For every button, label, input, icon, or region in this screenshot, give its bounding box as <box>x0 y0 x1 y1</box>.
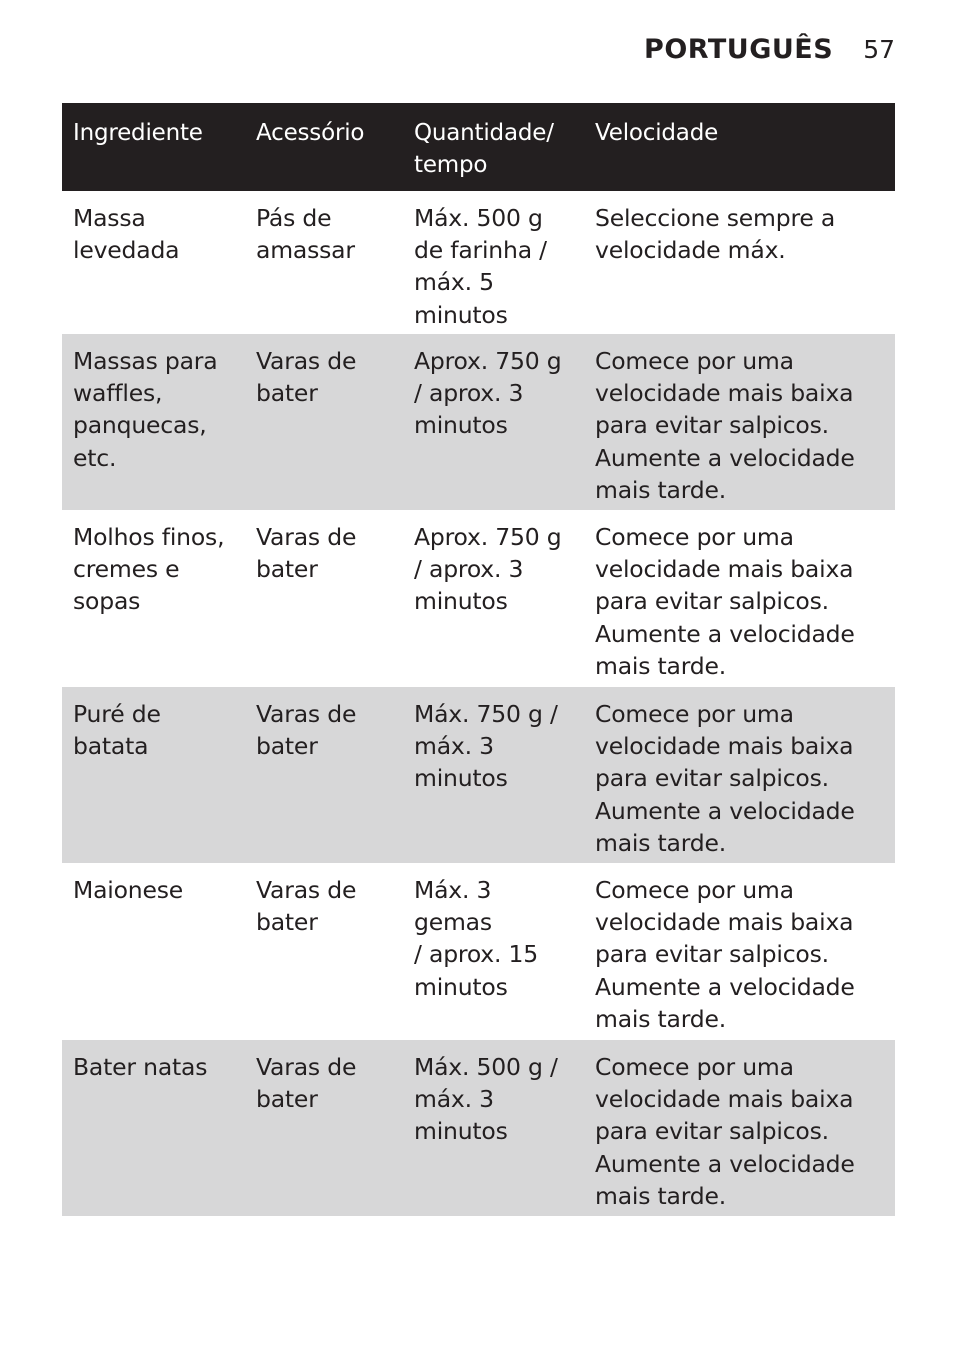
table-row <box>62 334 895 510</box>
ingredient-cell: Massa levedada <box>73 204 180 265</box>
page-header <box>644 34 895 65</box>
ingredient-cell: Bater natas <box>73 1053 208 1081</box>
speed-cell: Comece por uma velocidade mais baixa para evitar salpicos. Aumente a velocidade mais tarde. <box>595 876 855 1033</box>
table-row <box>62 510 895 687</box>
speed-cell: Seleccione sempre a velocidade máx. <box>595 204 836 265</box>
quantity-cell: Aprox. 750 g / aprox. 3 minutos <box>414 347 562 440</box>
ingredient-cell: Maionese <box>73 876 184 904</box>
ingredient-cell: Molhos finos, cremes e sopas <box>73 523 225 616</box>
quantity-cell: Máx. 750 g / máx. 3 minutos <box>414 700 558 793</box>
page-number: 57 <box>863 35 895 64</box>
table-row <box>62 191 895 334</box>
accessory-cell: Pás de amassar <box>256 204 355 265</box>
section-language-title: PORTUGUÊS <box>644 34 834 65</box>
quantity-cell: Máx. 500 g de farinha / máx. 5 minutos <box>414 204 547 329</box>
column-header-quantity: Quantidade/ tempo <box>414 120 554 179</box>
column-header-ingredient: Ingrediente <box>73 120 203 146</box>
speed-cell: Comece por uma velocidade mais baixa para evitar salpicos. Aumente a velocidade mais tarde. <box>595 700 855 857</box>
column-header-accessory: Acessório <box>256 120 365 146</box>
speed-cell: Comece por uma velocidade mais baixa para evitar salpicos. Aumente a velocidade mais tarde. <box>595 523 855 680</box>
quantity-cell: Máx. 500 g / máx. 3 minutos <box>414 1053 558 1146</box>
accessory-cell: Varas de bater <box>256 876 357 937</box>
ingredient-cell: Puré de batata <box>73 700 161 761</box>
ingredient-cell: Massas para waffles, panquecas, etc. <box>73 347 218 472</box>
speed-cell: Comece por uma velocidade mais baixa para evitar salpicos. Aumente a velocidade mais tarde. <box>595 1053 855 1210</box>
accessory-cell: Varas de bater <box>256 700 357 761</box>
table-row <box>62 687 895 863</box>
speed-cell: Comece por uma velocidade mais baixa para evitar salpicos. Aumente a velocidade mais tarde. <box>595 347 855 504</box>
quantity-cell: Máx. 3 gemas / aprox. 15 minutos <box>414 876 539 1001</box>
column-header-speed: Velocidade <box>595 120 719 146</box>
quantity-cell: Aprox. 750 g / aprox. 3 minutos <box>414 523 562 616</box>
table-header-row <box>62 103 895 191</box>
accessory-cell: Varas de bater <box>256 347 357 408</box>
accessory-cell: Varas de bater <box>256 1053 357 1114</box>
ingredients-table <box>62 103 895 1216</box>
table-row <box>62 1040 895 1216</box>
table-row <box>62 863 895 1040</box>
accessory-cell: Varas de bater <box>256 523 357 584</box>
